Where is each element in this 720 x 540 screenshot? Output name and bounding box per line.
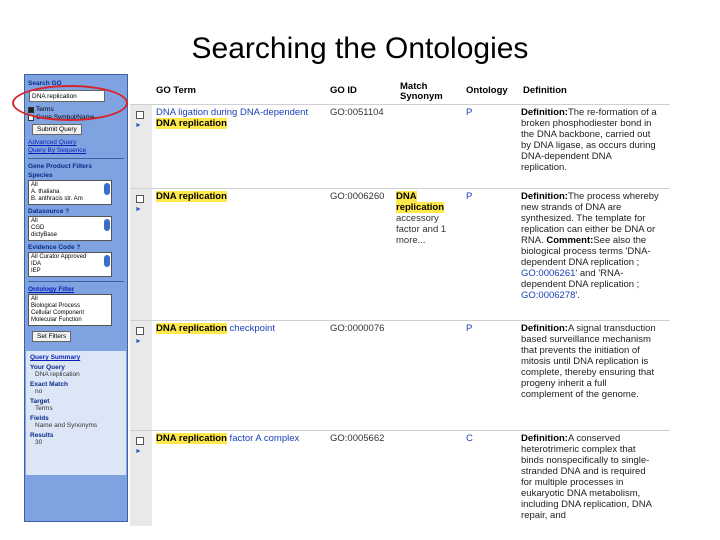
synonym-highlight: DNA replication <box>396 191 445 213</box>
ontology-option[interactable]: Molecular Function <box>31 317 82 323</box>
summary-heading[interactable]: Query Summary <box>30 354 81 361</box>
definition <box>521 191 659 301</box>
datasource-label: Datasource ? <box>28 208 70 215</box>
header-definition: Definition <box>523 85 567 96</box>
ontology-option[interactable]: Cellular Component <box>31 310 85 316</box>
header-match-synonym: Match Synonym <box>400 81 443 102</box>
evidence-scrollbar[interactable] <box>104 255 110 267</box>
filters-heading: Gene Product Filters <box>28 163 92 170</box>
definition-text: A conserved heterotrimeric complex that binds nonspecifically to single-stranded DNA and is required for multiple processes in eukaryotic DNA metabolism, including DNA replication, DNA repair, and <box>521 433 652 521</box>
go-id: GO:0005662 <box>330 433 385 444</box>
summary-fields-label: Fields <box>30 415 49 422</box>
ontology-select[interactable] <box>28 294 112 326</box>
tree-view-icon[interactable]: ► <box>135 206 142 213</box>
definition-label: Definition: <box>521 433 568 444</box>
summary-your-query-label: Your Query <box>30 364 65 371</box>
go-term-link[interactable] <box>156 107 326 129</box>
tree-view-icon[interactable]: ► <box>135 338 142 345</box>
row-checkbox[interactable] <box>136 195 144 203</box>
comment-label: Comment: <box>546 235 594 246</box>
summary-exact-match-label: Exact Match <box>30 381 68 388</box>
summary-results-label: Results <box>30 432 54 439</box>
set-filters-button[interactable]: Set Filters <box>32 331 71 342</box>
tree-view-icon[interactable]: ► <box>135 122 142 129</box>
definition <box>521 107 659 173</box>
search-label: Search GO <box>28 80 62 87</box>
comment-go-link[interactable]: GO:0006278 <box>521 290 576 301</box>
definition-text: A signal transduction based surveillance mechanism that prevents the initiation of mitosis until DNA replication is complete, thereby ensuring that progeny inherit a full complement of the genome. <box>521 323 656 400</box>
datasource-option[interactable]: CGD <box>31 225 45 231</box>
datasource-option[interactable]: All <box>31 218 38 224</box>
ontology-code: P <box>466 323 473 334</box>
ontology-code: P <box>466 191 473 202</box>
query-by-sequence-link[interactable]: Query By Sequence <box>28 147 87 154</box>
radio-gene-label: Gene Symbol/Name <box>36 114 95 121</box>
evidence-label: Evidence Code ? <box>28 244 81 251</box>
match-synonym <box>396 191 460 246</box>
evidence-option[interactable]: IEP <box>31 268 41 274</box>
go-term-link[interactable] <box>156 323 326 334</box>
go-term-link[interactable] <box>156 191 326 202</box>
table-row <box>130 104 670 188</box>
ontology-option[interactable]: All <box>31 296 38 302</box>
search-sidebar <box>24 74 128 522</box>
summary-results-value: 30 <box>35 439 43 446</box>
ontology-filter-link[interactable]: Ontology Filter <box>28 286 75 293</box>
definition <box>521 323 659 400</box>
radio-terms-label: Terms <box>36 106 54 113</box>
row-select-cell <box>130 431 152 526</box>
ontology-option[interactable]: Biological Process <box>31 303 81 309</box>
sidebar-divider <box>28 281 124 282</box>
definition-text: The process whereby new strands of DNA are synthesized. The template for replication can either be DNA or RNA. <box>521 191 659 246</box>
species-label: Species <box>28 172 53 179</box>
datasource-scrollbar[interactable] <box>104 219 110 231</box>
species-option[interactable]: B. anthracis str. Am <box>31 196 83 202</box>
go-term-link[interactable] <box>156 433 326 444</box>
query-summary <box>26 351 126 475</box>
go-id: GO:0006260 <box>330 191 385 202</box>
species-option[interactable]: All <box>31 182 38 188</box>
table-row <box>130 430 670 526</box>
definition <box>521 433 659 521</box>
definition-text: The re-formation of a broken phosphodiester bond in the DNA backbone, carried out by DNA ligase, as occurs during DNA-dependent DNA replication. <box>521 107 657 173</box>
comment-go-link[interactable]: GO:0006261 <box>521 268 576 279</box>
row-checkbox[interactable] <box>136 111 144 119</box>
term-highlight: DNA replication <box>156 191 227 202</box>
row-checkbox[interactable] <box>136 327 144 335</box>
sidebar-divider <box>28 158 124 159</box>
ontology-code: P <box>466 107 473 118</box>
advanced-query-link[interactable]: Advanced Query <box>28 139 77 146</box>
summary-fields-value: Name and Synonyms <box>35 422 98 429</box>
term-highlight: DNA replication <box>156 433 227 444</box>
summary-exact-match-value: no <box>35 388 43 395</box>
ontology-code: C <box>466 433 473 444</box>
comment-text: ' and 'RNA-dependent DNA replication ; <box>521 268 640 290</box>
summary-your-query-value: DNA replication <box>35 371 80 378</box>
summary-target-label: Target <box>30 398 50 405</box>
comment-text: See also the biological process terms 'DNA-dependent DNA replication ; <box>521 235 651 268</box>
evidence-select[interactable] <box>28 252 112 277</box>
table-row <box>130 320 670 430</box>
term-text: DNA ligation during DNA-dependent <box>156 107 309 118</box>
go-id: GO:0051104 <box>330 107 384 118</box>
term-suffix: factor A complex <box>226 433 300 444</box>
annotation-circle <box>12 85 128 121</box>
definition-label: Definition: <box>521 107 568 118</box>
definition-label: Definition: <box>521 323 568 334</box>
submit-query-button[interactable]: Submit Query <box>32 124 82 135</box>
summary-target-value: Terms <box>35 405 53 412</box>
datasource-select[interactable] <box>28 216 112 241</box>
table-row <box>130 188 670 320</box>
evidence-option[interactable]: All Curator Approved <box>31 254 87 260</box>
species-select[interactable] <box>28 180 112 205</box>
comment-text: '. <box>575 290 580 301</box>
species-option[interactable]: A. thaliana <box>31 189 60 195</box>
go-id: GO:0000076 <box>330 323 385 334</box>
term-highlight: DNA replication <box>156 118 227 129</box>
slide-title: Searching the Ontologies <box>191 32 529 65</box>
term-suffix: checkpoint <box>226 323 275 334</box>
header-ontology: Ontology <box>466 85 508 96</box>
evidence-option[interactable]: IDA <box>31 261 42 267</box>
header-go-term: GO Term <box>156 85 196 96</box>
synonym-text: accessory factor and 1 more... <box>396 213 447 246</box>
term-highlight: DNA replication <box>156 323 227 334</box>
tree-view-icon[interactable]: ► <box>135 448 142 455</box>
header-go-id: GO ID <box>330 85 357 96</box>
species-scrollbar[interactable] <box>104 183 110 195</box>
definition-label: Definition: <box>521 191 568 202</box>
datasource-option[interactable]: dictyBase <box>31 232 58 238</box>
row-checkbox[interactable] <box>136 437 144 445</box>
